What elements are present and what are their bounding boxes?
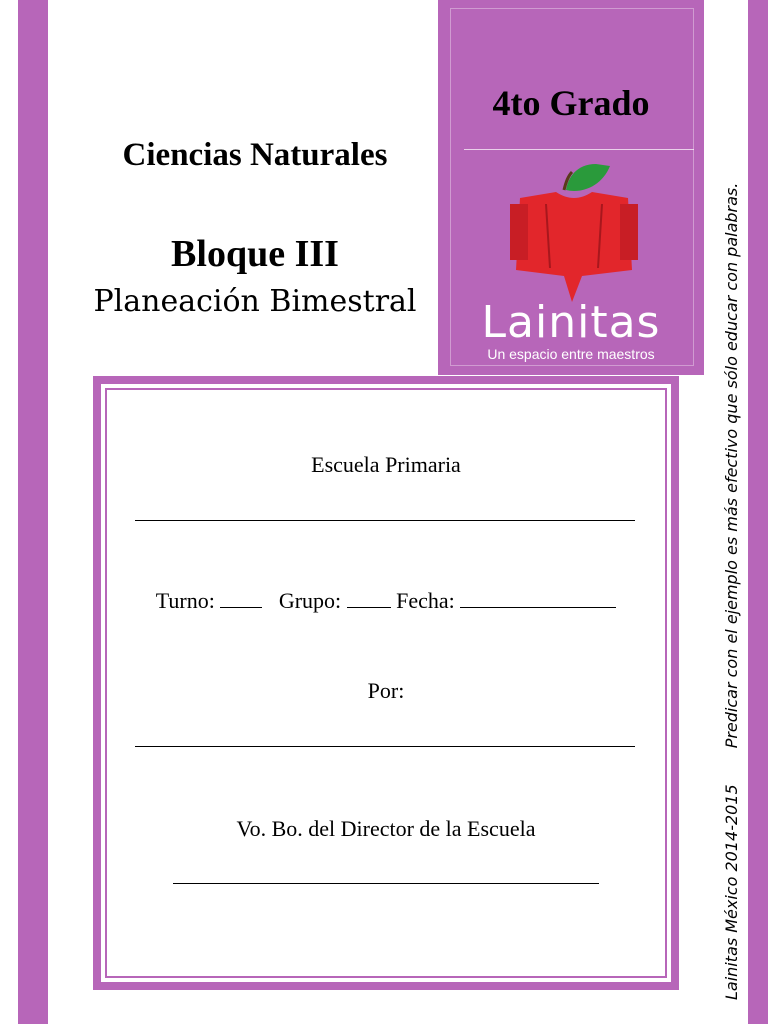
motto-label: Predicar con el ejemplo es más efectivo que sólo educar con palabras. — [721, 182, 741, 749]
lainitas-apple-logo-icon — [506, 160, 642, 306]
school-name-line[interactable] — [135, 520, 635, 521]
por-label: Por: — [367, 678, 405, 703]
form-frame — [93, 376, 679, 990]
logo-tagline: Un espacio entre maestros — [487, 346, 655, 362]
block-title: Bloque III — [171, 233, 339, 275]
turno-grupo-fecha-row — [93, 588, 679, 614]
director-signature-line[interactable] — [173, 883, 599, 884]
vertical-sidebar-text — [716, 80, 746, 1000]
logo-wordmark: Lainitas — [481, 297, 661, 348]
right-purple-bar — [748, 0, 768, 1024]
turno-label: Turno: — [155, 588, 215, 613]
turno-field[interactable] — [220, 589, 262, 608]
years-label: Lainitas México 2014-2015 — [721, 784, 741, 1000]
por-line[interactable] — [135, 746, 635, 747]
subject-title: Ciencias Naturales — [122, 137, 388, 173]
plan-title: Planeación Bimestral — [93, 284, 417, 319]
panel-divider — [464, 149, 694, 150]
fecha-label: Fecha: — [396, 588, 455, 613]
grade-panel — [438, 0, 704, 375]
director-label: Vo. Bo. del Director de la Escuela — [236, 816, 536, 841]
fecha-field[interactable] — [460, 589, 616, 608]
left-purple-bar — [18, 0, 48, 1024]
school-label: Escuela Primaria — [311, 452, 461, 477]
grupo-label: Grupo: — [278, 588, 342, 613]
grupo-field[interactable] — [347, 589, 391, 608]
grade-label: 4to Grado — [492, 83, 650, 123]
